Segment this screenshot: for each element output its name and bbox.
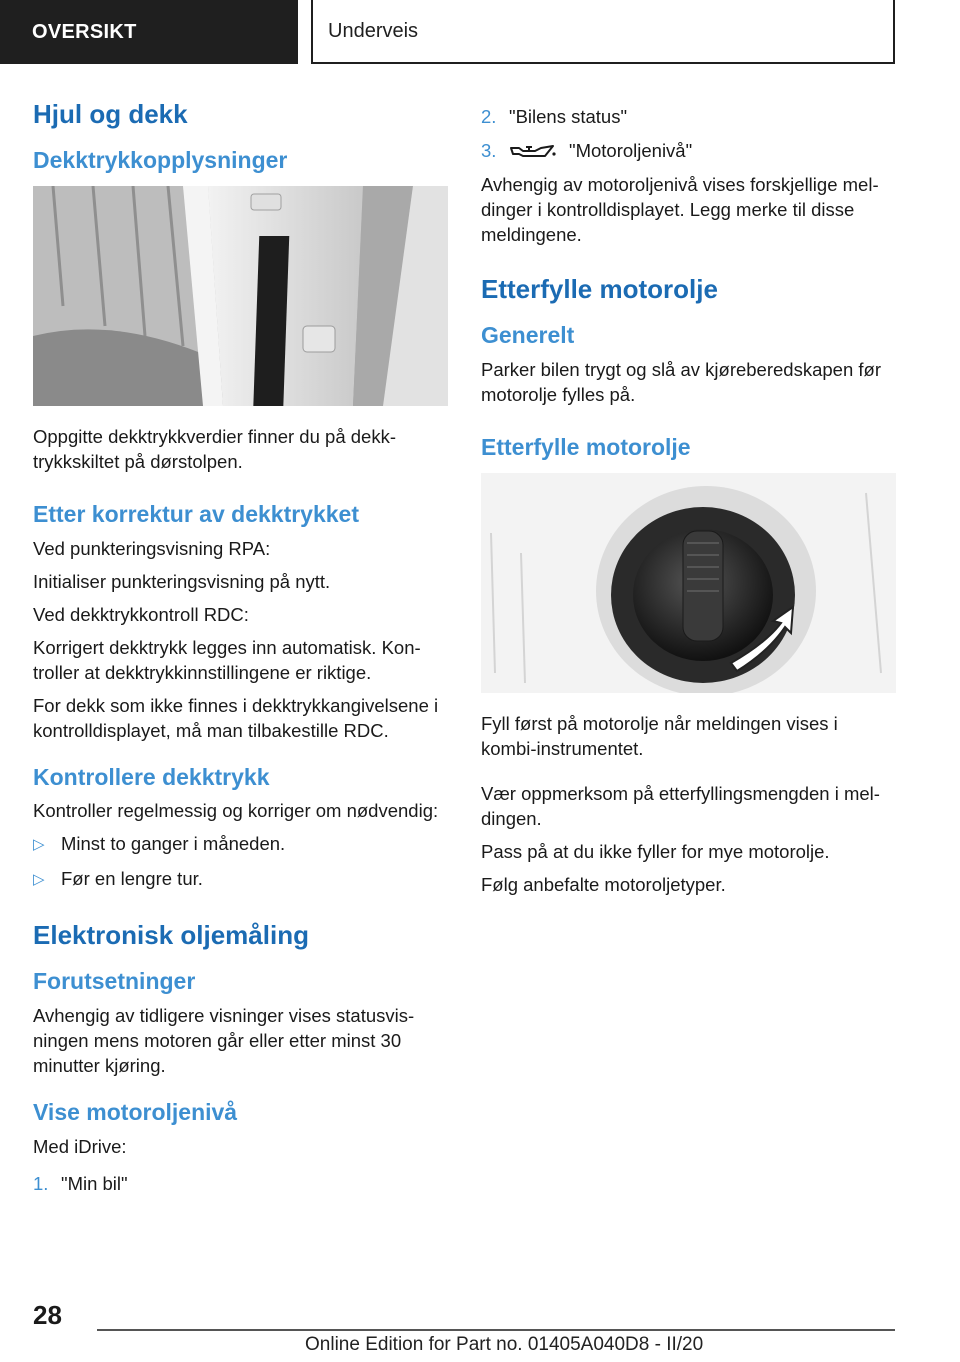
- general-text: Parker bilen trygt og slå av kjøreberedskapen før motorolje fylles på.: [481, 358, 881, 405]
- heading-check-pressure: Kontrollere dekktrykk: [33, 763, 270, 790]
- rdc-reset: For dekk som ikke finnes i dekktrykkangivelsene i kontrolldisplayet, må man tilbakestille RDC.: [33, 694, 439, 741]
- tire-info-text: Oppgitte dekktrykkverdier finner du på dekktrykkskiltet på dørstolpen.: [33, 425, 396, 472]
- step-item: [481, 104, 896, 129]
- step-text: "Motoroljenivå": [569, 140, 693, 161]
- step-text: "Min bil": [61, 1173, 128, 1195]
- step-text: "Bilens status": [509, 106, 628, 127]
- header-section-label: OVERSIKT: [32, 20, 137, 43]
- page-number: 28: [33, 1300, 62, 1330]
- triangle-right-icon: ▷: [33, 836, 45, 854]
- bullet-text: Før en lengre tur.: [61, 868, 203, 890]
- right-column: [481, 104, 896, 905]
- door-pillar-image: [33, 186, 448, 406]
- check-text: Kontroller regelmessig og korriger om nødvendig:: [33, 800, 439, 822]
- heading-electronic-oil: Elektronisk oljemåling: [33, 920, 309, 951]
- oil-messages-text: Avhengig av motoroljenivå vises forskjellige meldinger i kontrolldisplayet. Legg merke til disse meldingene.: [481, 174, 879, 245]
- heading-wheels-tires: Hjul og dekk: [33, 99, 188, 129]
- oil-types-text: Følg anbefalte motoroljetyper.: [481, 873, 726, 895]
- step-number: 3.: [481, 140, 497, 161]
- step-number: 2.: [481, 106, 497, 127]
- prereq-text: Avhengig av tidligere visninger vises statusvisningen mens motoren går eller etter minst 30 minutter kjøring.: [33, 1005, 415, 1077]
- heading-refill-oil: Etterfylle motorolje: [481, 274, 718, 304]
- oil-filler-cap-image: [481, 473, 896, 693]
- heading-tire-pressure-info: Dekktrykkopplysninger: [33, 146, 288, 173]
- footer-edition: Online Edition for Part no. 01405A040D8 - II/20: [305, 1334, 704, 1355]
- step-number: 1.: [33, 1173, 49, 1195]
- list-item: [33, 866, 448, 892]
- header-chapter-tab: [311, 0, 895, 64]
- heading-after-correction: Etter korrektur av dekktrykket: [33, 500, 359, 527]
- heading-show-oil-level: Vise motoroljenivå: [33, 1099, 238, 1126]
- rpa-action: Initialiser punkteringsvisning på nytt.: [33, 570, 331, 592]
- rdc-label: Ved dekktrykkontroll RDC:: [33, 603, 249, 625]
- idrive-text: Med iDrive:: [33, 1136, 127, 1158]
- amount-text: Vær oppmerksom på etterfyllingsmengden i meldingen.: [481, 782, 880, 829]
- header-chapter-label: Underveis: [328, 19, 419, 42]
- bullet-text: Minst to ganger i måneden.: [61, 833, 286, 855]
- header-section-tab: [0, 0, 298, 64]
- heading-prerequisites: Forutsetninger: [33, 968, 196, 995]
- left-column: [33, 98, 448, 1205]
- step-item: [33, 1171, 448, 1196]
- fill-when-text: Fyll først på motorolje når meldingen vises i kombi-instrumentet.: [481, 712, 838, 759]
- footer-divider: [97, 1329, 895, 1331]
- triangle-right-icon: ▷: [33, 871, 45, 889]
- rpa-label: Ved punkteringsvisning RPA:: [33, 537, 271, 559]
- heading-refill-oil-sub: Etterfylle motorolje: [481, 433, 691, 460]
- step-item: [481, 138, 896, 163]
- heading-general: Generelt: [481, 321, 575, 348]
- list-item: [33, 831, 448, 857]
- rdc-action: Korrigert dekktrykk legges inn automatisk. Kontroller at dekktrykkinnstillingene er riktige.: [33, 636, 421, 683]
- no-overfill-text: Pass på at du ikke fyller for mye motorolje.: [481, 840, 830, 862]
- oil-can-icon: [509, 142, 557, 162]
